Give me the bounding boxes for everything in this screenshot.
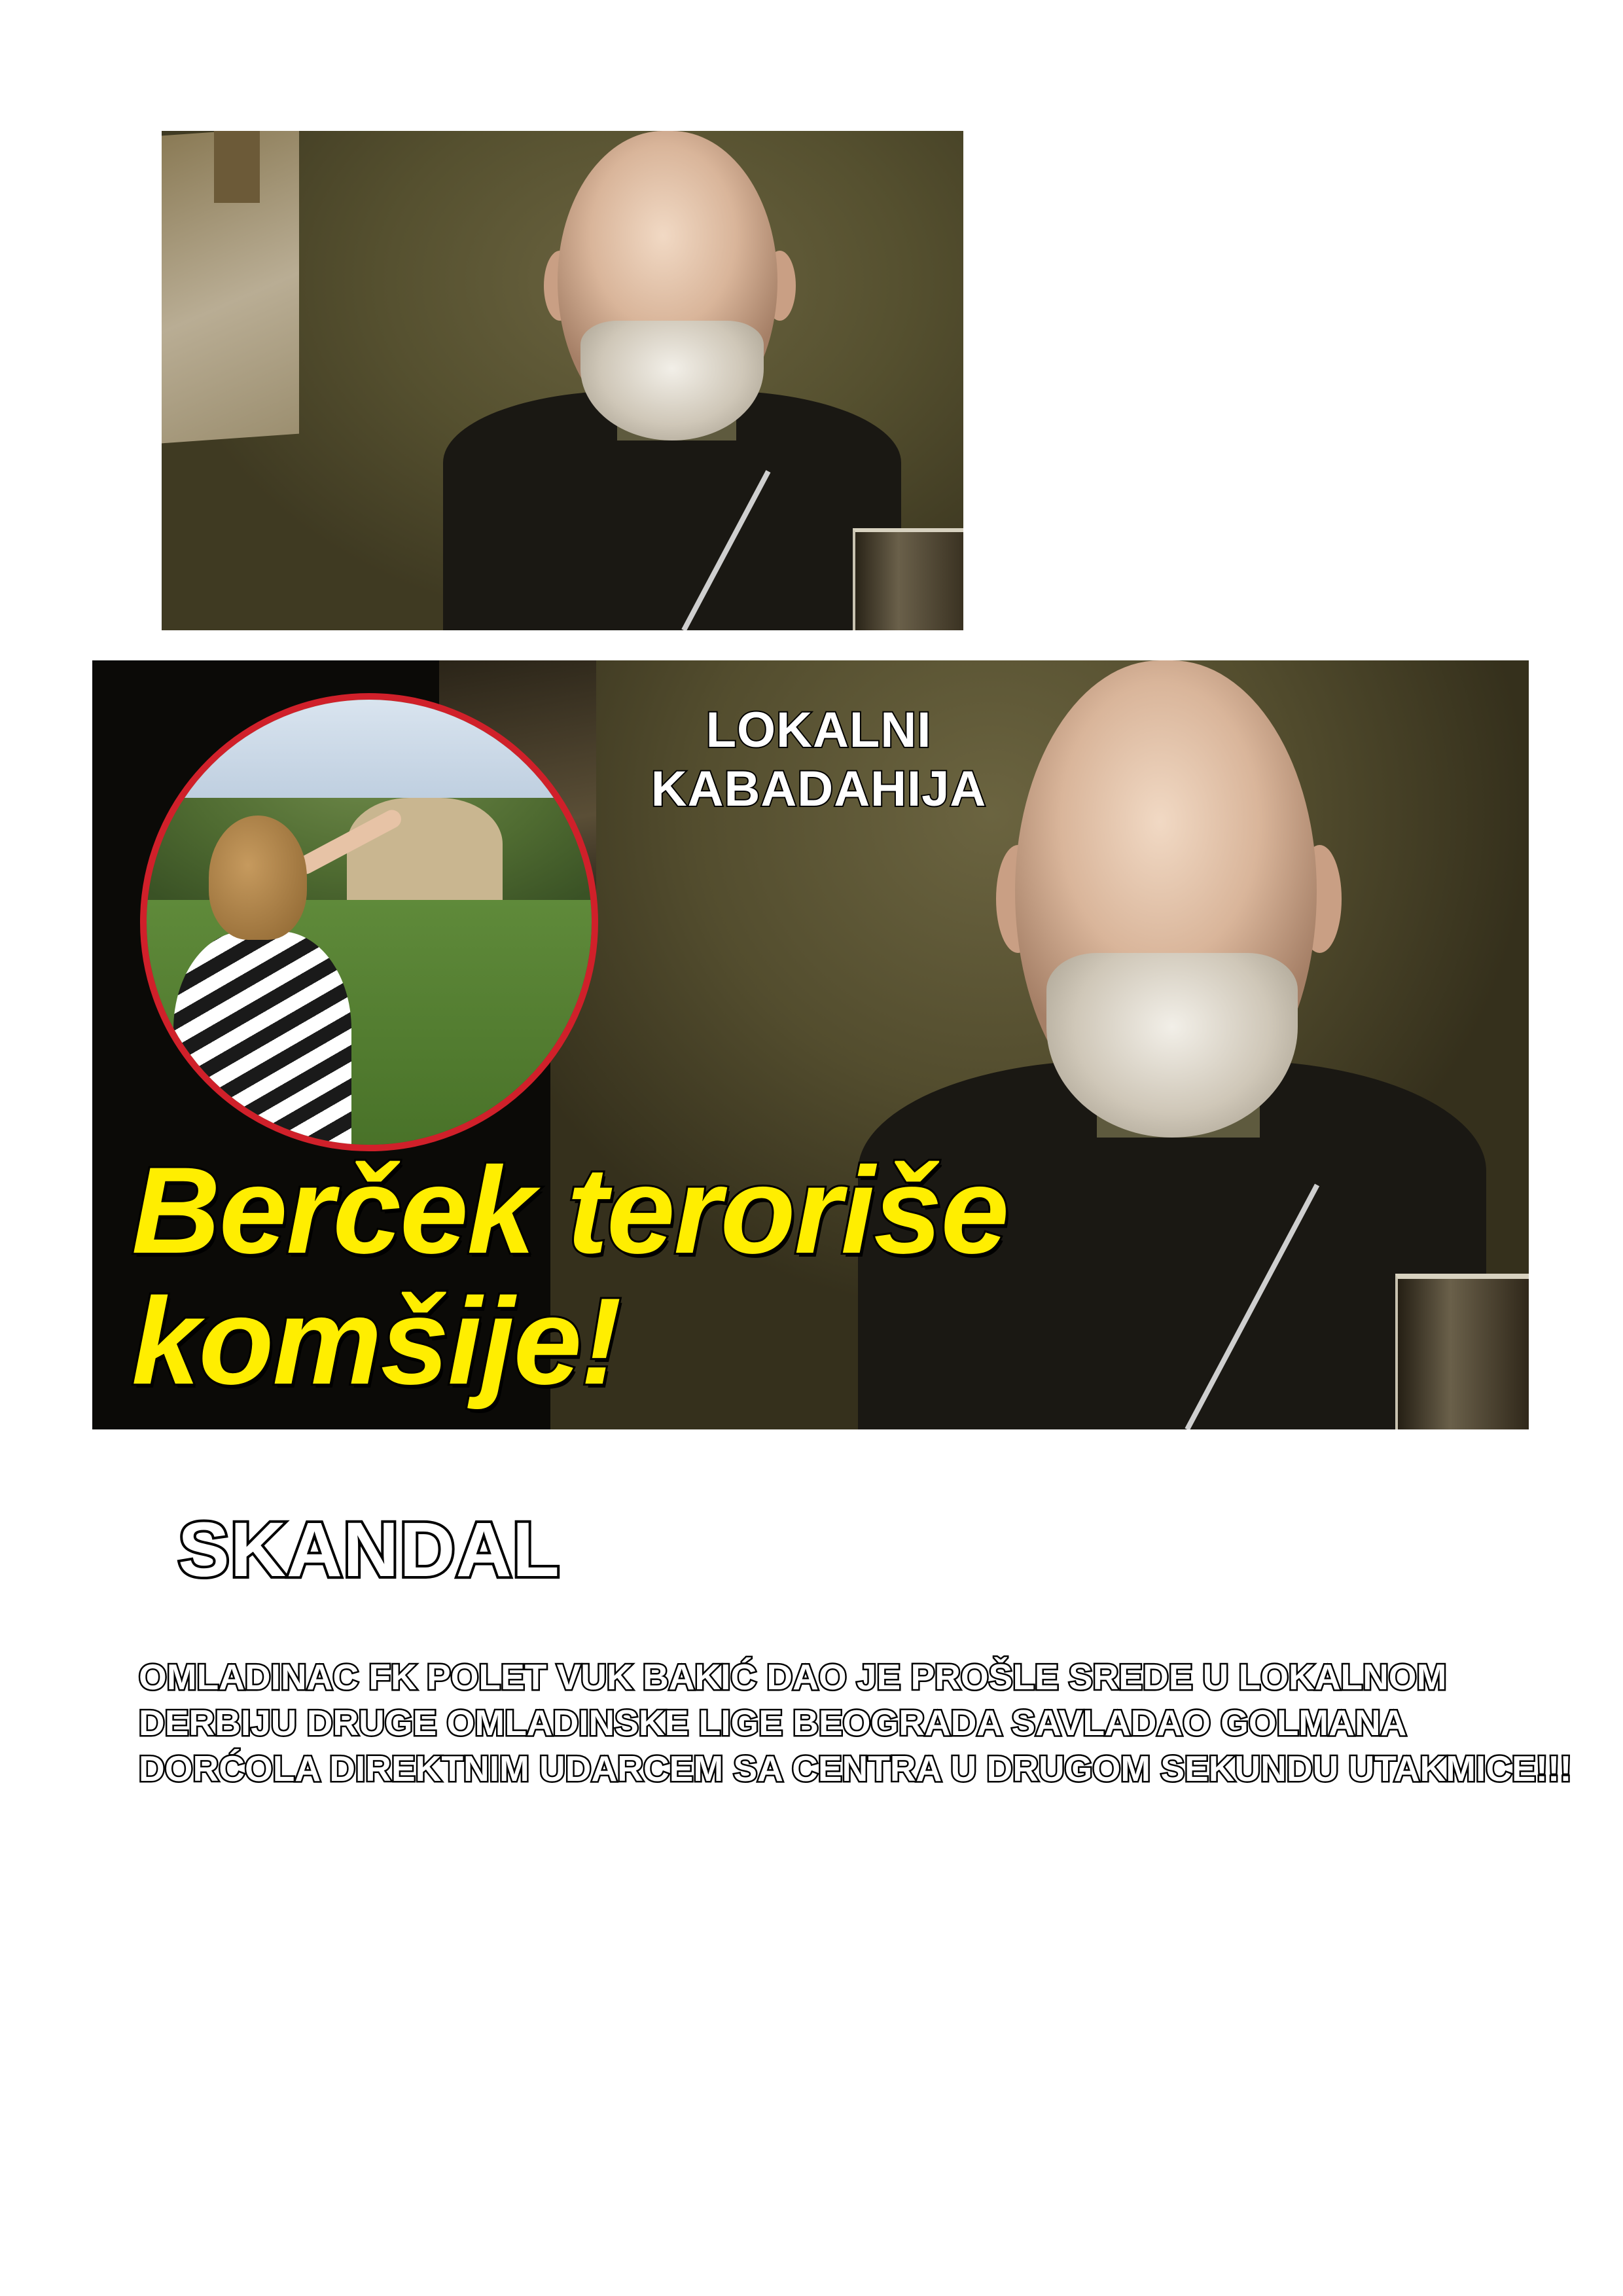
- article-body: [139, 1654, 1572, 1791]
- man-portrait: [443, 131, 901, 630]
- article-line: DERBIJU DRUGE OMLADINSKE LIGE BEOGRADA SAVLADAO GOLMANA: [139, 1702, 1407, 1743]
- water-glass: [1395, 1274, 1529, 1429]
- circle-inset-photo: [140, 693, 598, 1151]
- kicker-text: [609, 701, 1028, 819]
- article-line: OMLADINAC FK POLET VUK BAKIĆ DAO JE PROŠLE SREDE U LOKALNOM: [139, 1657, 1447, 1697]
- kicker-line: LOKALNI: [705, 702, 932, 758]
- section-label: SKANDAL: [178, 1507, 560, 1593]
- inset-sky: [147, 700, 592, 798]
- inset-sand-slope: [347, 798, 503, 914]
- inset-woman-hair: [209, 816, 307, 940]
- headline: [132, 1141, 1008, 1410]
- top-photo: [162, 131, 963, 630]
- inset-woman-body: [173, 931, 351, 1151]
- headline-line: komšije!: [132, 1272, 620, 1410]
- wall-poster-corner: [214, 131, 260, 203]
- kicker-line: KABADAHIJA: [651, 761, 987, 817]
- article-line: DORĆOLA DIREKTNIM UDARCEM SA CENTRA U DRUGOM SEKUNDU UTAKMICE!!!: [139, 1748, 1572, 1789]
- water-glass: [853, 528, 963, 630]
- headline-line: Berček teroriše: [132, 1141, 1008, 1279]
- headline-banner: [92, 660, 1529, 1429]
